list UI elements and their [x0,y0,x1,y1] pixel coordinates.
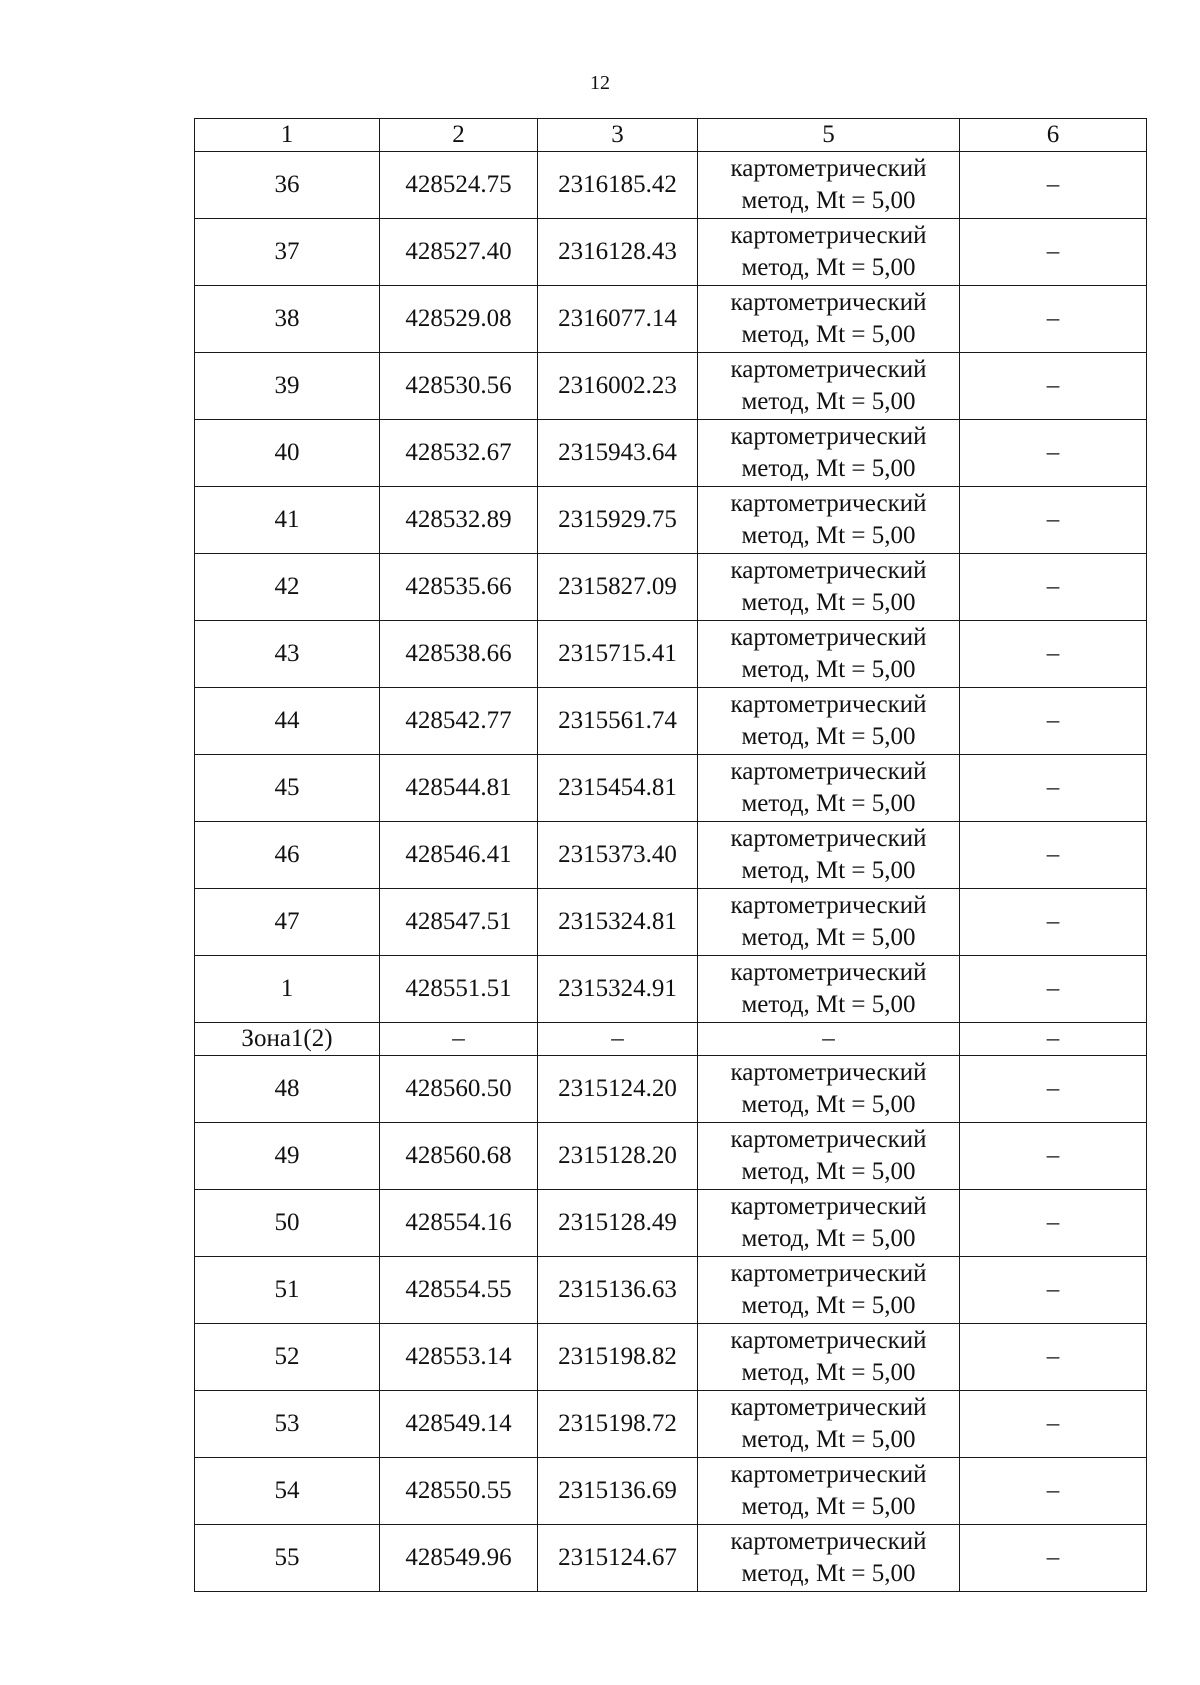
x-coordinate-cell: 428527.40 [380,219,538,286]
x-coordinate-cell: 428560.68 [380,1123,538,1190]
header-col-3: 3 [538,119,698,152]
method-line-2: метод, Mt = 5,00 [741,1158,916,1185]
y-coordinate-cell: 2315943.64 [538,420,698,487]
y-coordinate-cell: 2315136.63 [538,1257,698,1324]
method-cell [698,755,960,822]
method-line-2: метод, Mt = 5,00 [741,790,916,817]
method-cell: – [698,1023,960,1056]
x-coordinate-cell: 428549.96 [380,1525,538,1592]
header-col-2: 2 [380,119,538,152]
method-line-2: метод, Mt = 5,00 [741,857,916,884]
coordinates-table [194,118,1147,1592]
x-coordinate-cell: 428524.75 [380,152,538,219]
method-cell [698,1257,960,1324]
note-cell: – [960,420,1147,487]
x-coordinate-cell: 428554.55 [380,1257,538,1324]
method-line-1: картометрический [730,356,927,383]
note-cell: – [960,487,1147,554]
method-line-2: метод, Mt = 5,00 [741,187,916,214]
y-coordinate-cell: 2315827.09 [538,554,698,621]
method-cell [698,152,960,219]
method-line-2: метод, Mt = 5,00 [741,1225,916,1252]
point-number-cell: 42 [195,554,380,621]
y-coordinate-cell: 2315373.40 [538,822,698,889]
y-coordinate-cell: 2315128.20 [538,1123,698,1190]
point-number-cell: 53 [195,1391,380,1458]
method-cell [698,1458,960,1525]
method-line-1: картометрический [730,1126,927,1153]
point-number-cell: 39 [195,353,380,420]
point-number-cell: 36 [195,152,380,219]
method-line-2: метод, Mt = 5,00 [741,1560,916,1587]
method-line-2: метод, Mt = 5,00 [741,1292,916,1319]
x-coordinate-cell: – [380,1023,538,1056]
note-cell: – [960,1257,1147,1324]
table-row [195,219,1147,286]
point-number-cell: 47 [195,889,380,956]
method-cell [698,286,960,353]
method-cell [698,822,960,889]
table-header-row [195,119,1147,152]
table-row [195,1257,1147,1324]
method-cell [698,420,960,487]
x-coordinate-cell: 428532.89 [380,487,538,554]
table-row [195,1525,1147,1592]
note-cell: – [960,219,1147,286]
x-coordinate-cell: 428547.51 [380,889,538,956]
x-coordinate-cell: 428542.77 [380,688,538,755]
note-cell: – [960,1391,1147,1458]
table-row [195,1190,1147,1257]
method-line-1: картометрический [730,1528,927,1555]
x-coordinate-cell: 428538.66 [380,621,538,688]
point-number-cell: 1 [195,956,380,1023]
point-number-cell: 55 [195,1525,380,1592]
method-line-2: метод, Mt = 5,00 [741,254,916,281]
note-cell: – [960,1123,1147,1190]
method-line-1: картометрический [730,825,927,852]
point-number-cell: 44 [195,688,380,755]
table-row [195,621,1147,688]
method-line-2: метод, Mt = 5,00 [741,723,916,750]
method-line-1: картометрический [730,1327,927,1354]
method-line-1: картометрический [730,624,927,651]
method-line-2: метод, Mt = 5,00 [741,991,916,1018]
method-cell [698,219,960,286]
table-row [195,1123,1147,1190]
x-coordinate-cell: 428549.14 [380,1391,538,1458]
method-line-2: метод, Mt = 5,00 [741,1426,916,1453]
method-line-2: метод, Mt = 5,00 [741,1359,916,1386]
y-coordinate-cell: 2315324.81 [538,889,698,956]
method-line-1: картометрический [730,222,927,249]
table-row [195,487,1147,554]
method-line-2: метод, Mt = 5,00 [741,455,916,482]
y-coordinate-cell: 2315128.49 [538,1190,698,1257]
method-line-2: метод, Mt = 5,00 [741,656,916,683]
method-line-1: картометрический [730,1059,927,1086]
method-line-1: картометрический [730,155,927,182]
method-cell [698,621,960,688]
header-col-1: 1 [195,119,380,152]
method-line-1: картометрический [730,490,927,517]
y-coordinate-cell: 2315124.20 [538,1056,698,1123]
point-number-cell: 54 [195,1458,380,1525]
page-number: 12 [590,72,610,94]
y-coordinate-cell: 2315561.74 [538,688,698,755]
table-body [195,152,1147,1592]
method-line-1: картометрический [730,892,927,919]
y-coordinate-cell: 2316185.42 [538,152,698,219]
y-coordinate-cell: 2315198.72 [538,1391,698,1458]
note-cell: – [960,621,1147,688]
x-coordinate-cell: 428530.56 [380,353,538,420]
method-cell [698,889,960,956]
method-cell [698,1525,960,1592]
method-cell [698,688,960,755]
header-col-5: 5 [698,119,960,152]
note-cell: – [960,688,1147,755]
x-coordinate-cell: 428546.41 [380,822,538,889]
point-number-cell: 45 [195,755,380,822]
method-cell [698,554,960,621]
x-coordinate-cell: 428553.14 [380,1324,538,1391]
method-line-1: картометрический [730,1193,927,1220]
note-cell: – [960,1324,1147,1391]
method-line-1: картометрический [730,691,927,718]
y-coordinate-cell: – [538,1023,698,1056]
y-coordinate-cell: 2316128.43 [538,219,698,286]
table-row [195,152,1147,219]
point-number-cell: 50 [195,1190,380,1257]
table-row [195,554,1147,621]
method-line-1: картометрический [730,758,927,785]
method-line-2: метод, Mt = 5,00 [741,924,916,951]
method-cell [698,1123,960,1190]
method-line-1: картометрический [730,959,927,986]
method-line-2: метод, Mt = 5,00 [741,321,916,348]
method-line-2: метод, Mt = 5,00 [741,1493,916,1520]
method-cell [698,1391,960,1458]
note-cell: – [960,1190,1147,1257]
point-number-cell: 38 [195,286,380,353]
method-line-1: картометрический [730,423,927,450]
y-coordinate-cell: 2316002.23 [538,353,698,420]
method-cell [698,1056,960,1123]
y-coordinate-cell: 2315124.67 [538,1525,698,1592]
method-line-2: метод, Mt = 5,00 [741,388,916,415]
header-col-6: 6 [960,119,1147,152]
table-row [195,889,1147,956]
table-row [195,420,1147,487]
method-cell [698,956,960,1023]
y-coordinate-cell: 2315198.82 [538,1324,698,1391]
y-coordinate-cell: 2315929.75 [538,487,698,554]
method-line-1: картометрический [730,1394,927,1421]
point-number-cell: 48 [195,1056,380,1123]
y-coordinate-cell: 2315136.69 [538,1458,698,1525]
method-line-1: картометрический [730,1461,927,1488]
note-cell: – [960,1023,1147,1056]
x-coordinate-cell: 428535.66 [380,554,538,621]
table-row [195,822,1147,889]
x-coordinate-cell: 428532.67 [380,420,538,487]
note-cell: – [960,286,1147,353]
note-cell: – [960,1056,1147,1123]
table-row [195,755,1147,822]
table-row [195,286,1147,353]
note-cell: – [960,956,1147,1023]
point-number-cell: Зона1(2) [195,1023,380,1056]
x-coordinate-cell: 428551.51 [380,956,538,1023]
method-line-2: метод, Mt = 5,00 [741,522,916,549]
method-cell [698,1324,960,1391]
y-coordinate-cell: 2316077.14 [538,286,698,353]
method-line-1: картометрический [730,1260,927,1287]
x-coordinate-cell: 428560.50 [380,1056,538,1123]
table-row [195,688,1147,755]
note-cell: – [960,822,1147,889]
zone-separator-row [195,1023,1147,1056]
x-coordinate-cell: 428550.55 [380,1458,538,1525]
point-number-cell: 43 [195,621,380,688]
point-number-cell: 41 [195,487,380,554]
method-line-1: картометрический [730,289,927,316]
x-coordinate-cell: 428554.16 [380,1190,538,1257]
method-cell [698,487,960,554]
note-cell: – [960,554,1147,621]
point-number-cell: 37 [195,219,380,286]
note-cell: – [960,755,1147,822]
note-cell: – [960,1458,1147,1525]
table-row [195,1324,1147,1391]
point-number-cell: 40 [195,420,380,487]
x-coordinate-cell: 428544.81 [380,755,538,822]
method-line-1: картометрический [730,557,927,584]
note-cell: – [960,1525,1147,1592]
method-cell [698,1190,960,1257]
point-number-cell: 46 [195,822,380,889]
table-row [195,1056,1147,1123]
note-cell: – [960,889,1147,956]
table-row [195,1458,1147,1525]
y-coordinate-cell: 2315454.81 [538,755,698,822]
table-row [195,353,1147,420]
y-coordinate-cell: 2315324.91 [538,956,698,1023]
note-cell: – [960,353,1147,420]
x-coordinate-cell: 428529.08 [380,286,538,353]
point-number-cell: 51 [195,1257,380,1324]
method-line-2: метод, Mt = 5,00 [741,1091,916,1118]
table-row [195,1391,1147,1458]
y-coordinate-cell: 2315715.41 [538,621,698,688]
point-number-cell: 49 [195,1123,380,1190]
method-line-2: метод, Mt = 5,00 [741,589,916,616]
table-row [195,956,1147,1023]
note-cell: – [960,152,1147,219]
method-cell [698,353,960,420]
point-number-cell: 52 [195,1324,380,1391]
